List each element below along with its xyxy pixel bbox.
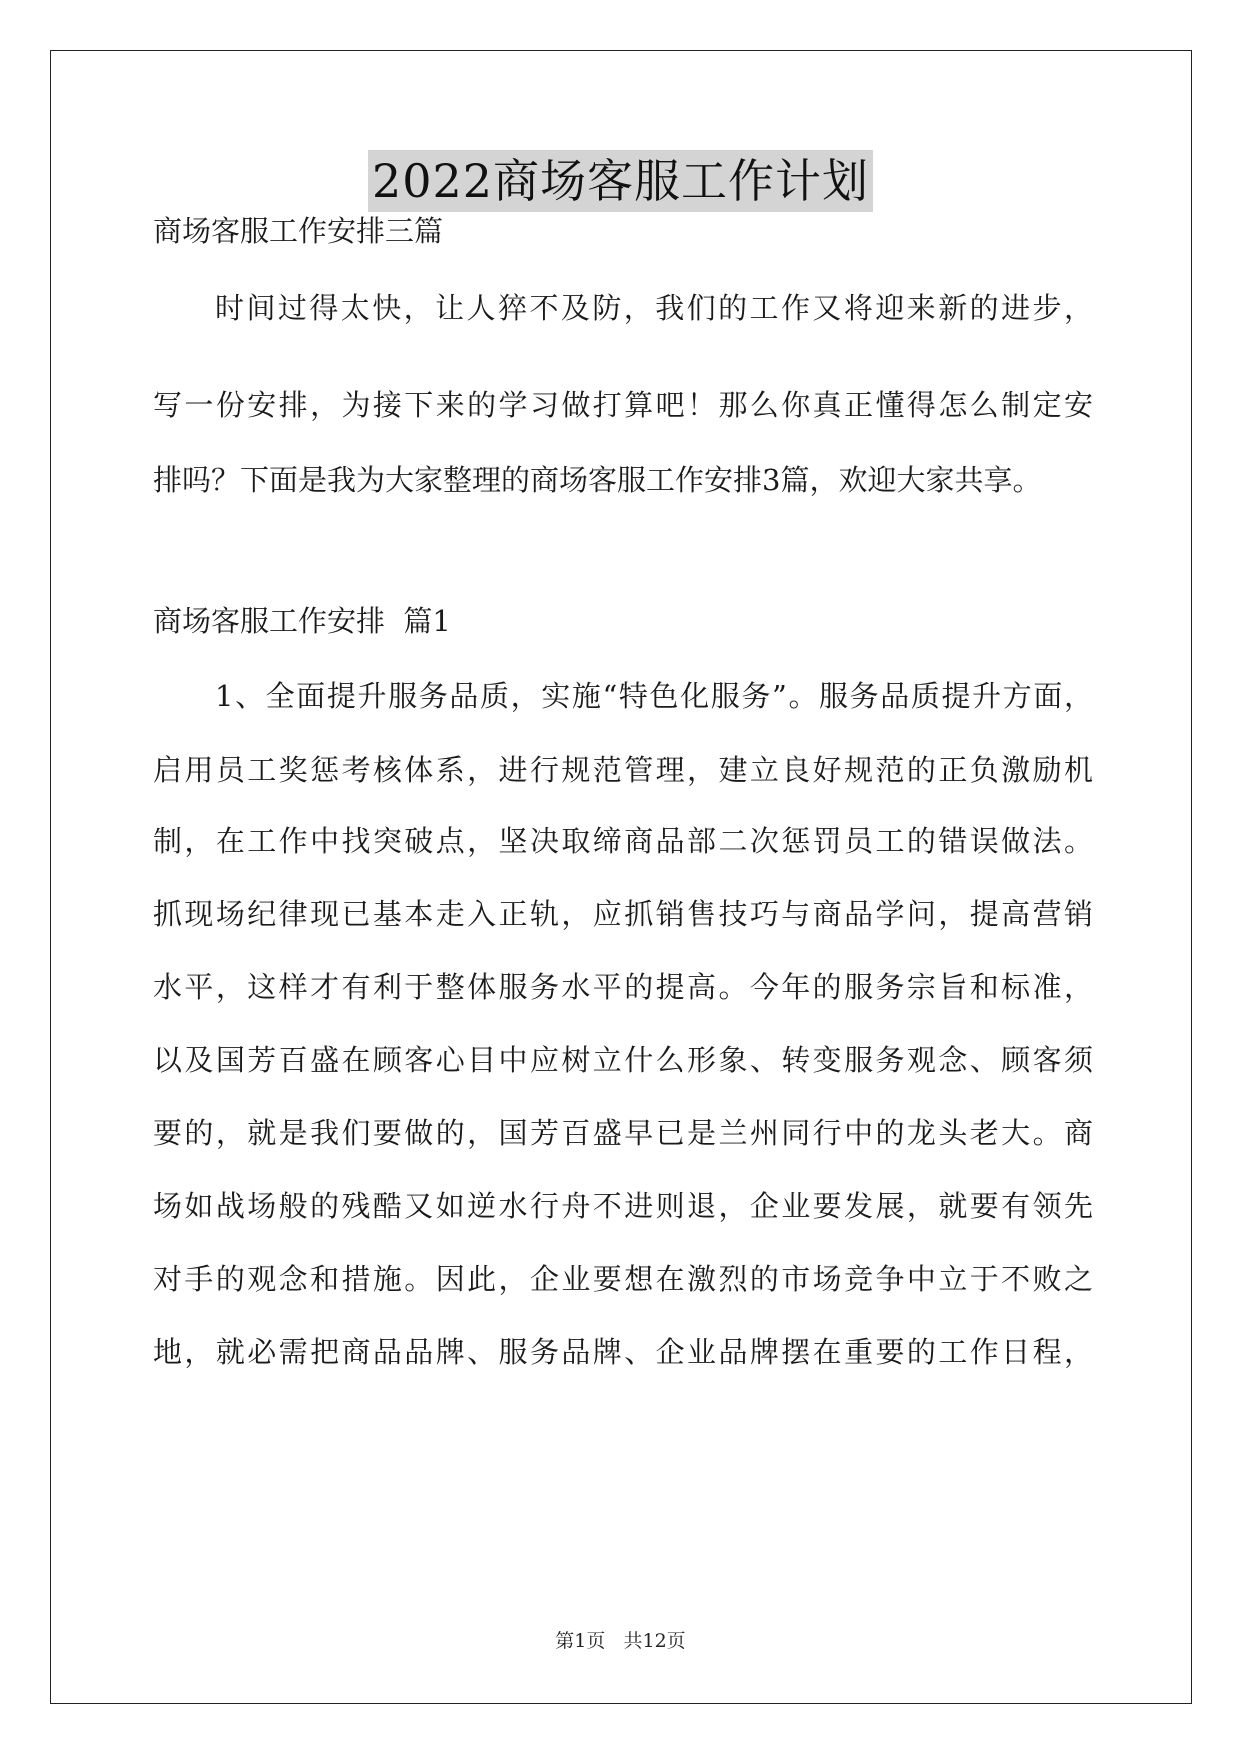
body-line: 1、全面提升服务品质，实施“特色化服务”。服务品质提升方面， — [215, 679, 1093, 713]
document-title: 2022商场客服工作计划 — [368, 150, 873, 212]
body-line: 启用员工奖惩考核体系，进行规范管理，建立良好规范的正负激励机 — [153, 753, 1093, 787]
intro-line-3: 排吗？下面是我为大家整理的商场客服工作安排3篇，欢迎大家共享。 — [153, 463, 1042, 497]
document-subtitle: 商场客服工作安排三篇 — [153, 214, 444, 248]
title-container — [0, 150, 1241, 212]
body-line: 对手的观念和措施。因此，企业要想在激烈的市场竞争中立于不败之 — [153, 1262, 1093, 1296]
body-line: 抓现场纪律现已基本走入正轨，应抓销售技巧与商品学问，提高营销 — [153, 897, 1093, 931]
section-heading: 商场客服工作安排 篇1 — [153, 604, 451, 638]
body-line: 制，在工作中找突破点，坚决取缔商品部二次惩罚员工的错误做法。 — [153, 824, 1093, 858]
intro-line-1: 时间过得太快，让人猝不及防，我们的工作又将迎来新的进步， — [215, 291, 1093, 325]
body-line: 地，就必需把商品品牌、服务品牌、企业品牌摆在重要的工作日程， — [153, 1335, 1093, 1369]
body-line: 水平，这样才有利于整体服务水平的提高。今年的服务宗旨和标准， — [153, 970, 1093, 1004]
body-line: 以及国芳百盛在顾客心目中应树立什么形象、转变服务观念、顾客须 — [153, 1043, 1093, 1077]
page-footer: 第1页 共12页 — [555, 1630, 686, 1652]
intro-line-2: 写一份安排，为接下来的学习做打算吧！那么你真正懂得怎么制定安 — [153, 388, 1093, 422]
body-line: 场如战场般的残酷又如逆水行舟不进则退，企业要发展，就要有领先 — [153, 1189, 1093, 1223]
body-line: 要的，就是我们要做的，国芳百盛早已是兰州同行中的龙头老大。商 — [153, 1116, 1093, 1150]
